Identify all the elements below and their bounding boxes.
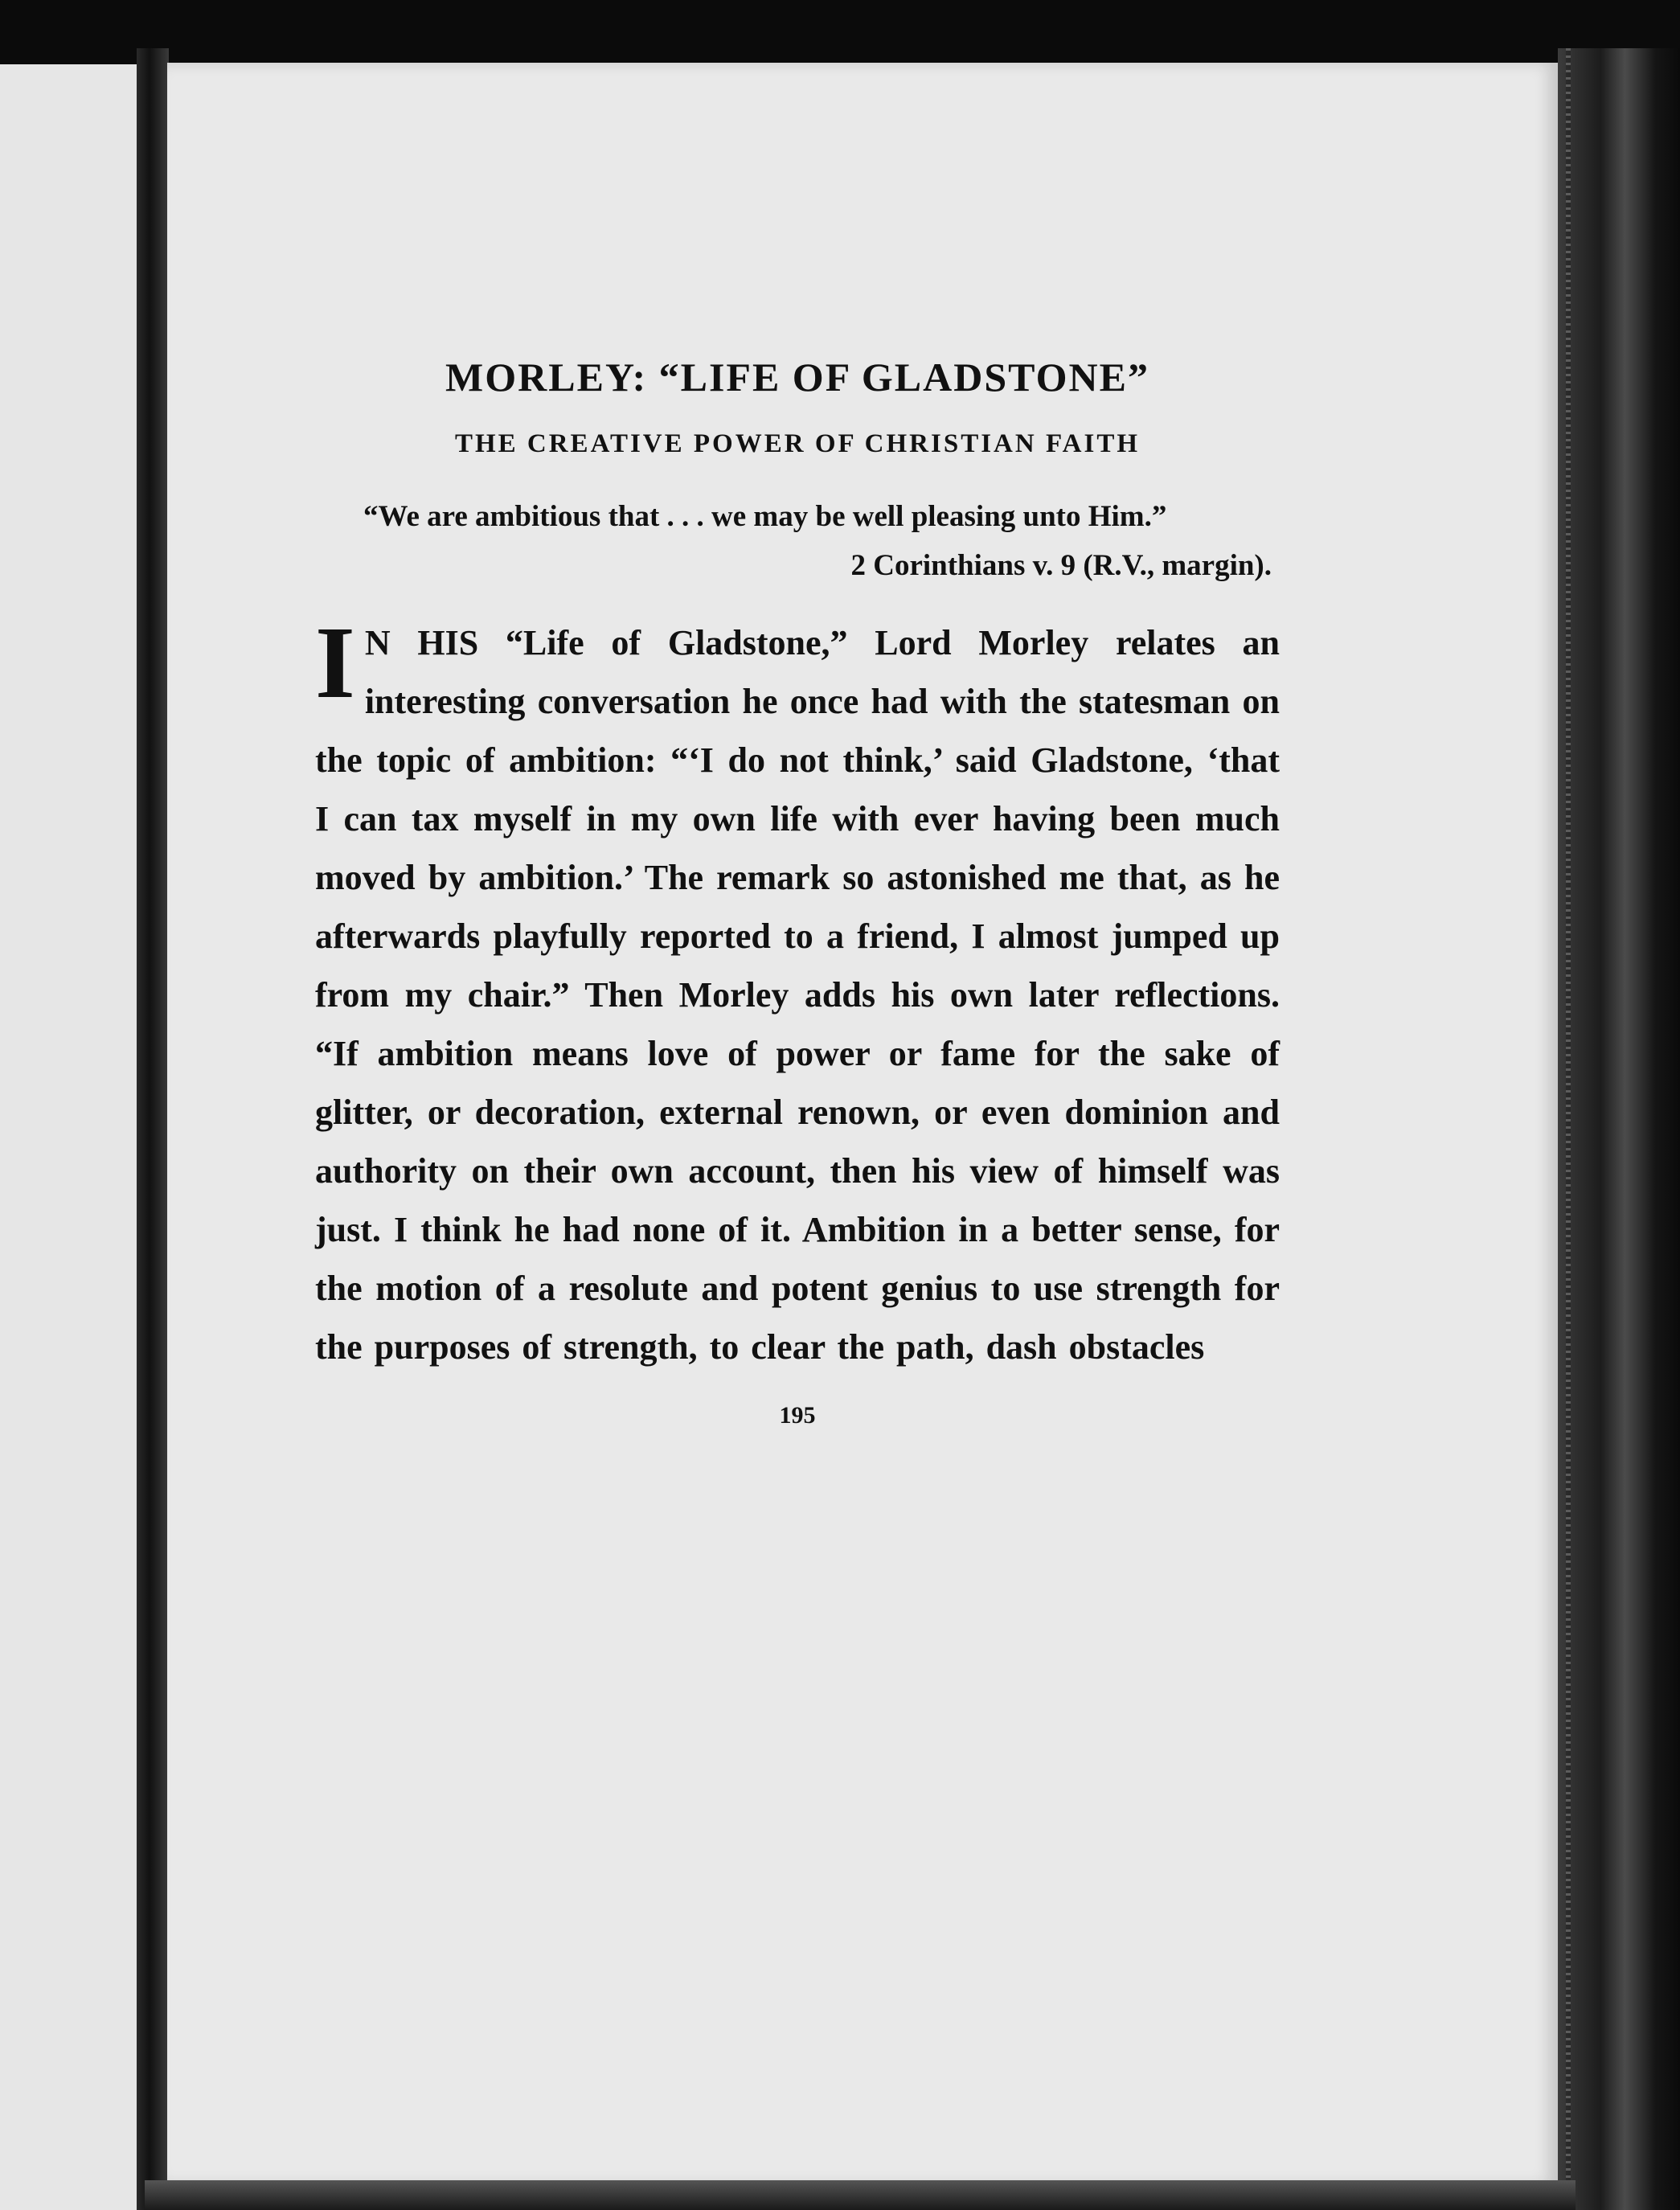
body-text: N HIS “Life of Gladstone,” Lord Morley relates an interesting conversation he once had with the statesman on the topic of ambition: “‘I do not think,’ said Gladstone, ‘that I can tax myself in my own life with ever having been much moved by ambition.’ The remark so astonished me that, as he afterwards playfully reported to a friend, I almost jumped up from my chair.” Then Morley adds his own later reflections. “If ambition means love of power or fame for the sake of glitter, or decoration, external renown, or even dominion and authority on their own account, then his view of himself was just. I think he had none of it. Ambition in a better sense, for the motion of a resolute and potent genius to use strength for the purposes of strength, to clear the path, dash obstacles [315,623,1280,1367]
left-page-edge [0,64,146,2210]
epigraph: “We are ambitious that . . . we may be well pleasing unto Him.” [363,500,1167,533]
chapter-subtitle: THE CREATIVE POWER OF CHRISTIAN FAITH [454,429,1141,458]
drop-cap: I [315,605,355,720]
book-binding-edge [1558,48,1680,2210]
page-content [315,354,1280,1429]
page-bottom-edge [145,2180,1576,2210]
page-number: 195 [779,1402,816,1429]
book-gutter [137,48,169,2210]
epigraph-citation: 2 Corinthians v. 9 (R.V., margin). [850,549,1272,582]
body-paragraph [315,605,1280,1376]
chapter-title: MORLEY: “LIFE OF GLADSTONE” [445,355,1149,400]
